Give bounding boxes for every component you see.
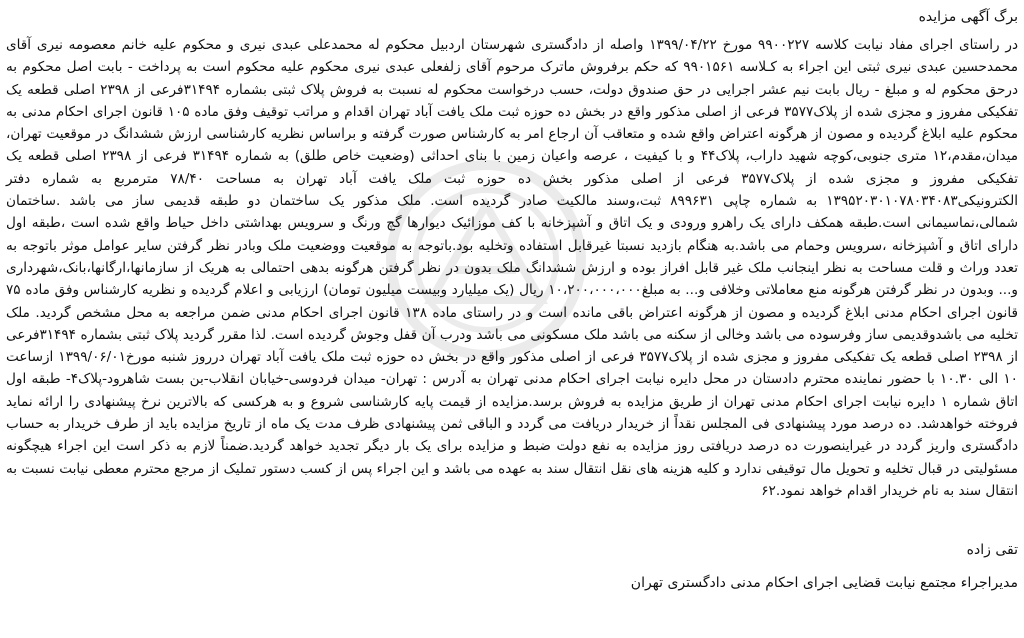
signer-name: تقی زاده	[966, 542, 1018, 558]
notice-body: در راستای اجرای مفاد نیابت کلاسه ۹۹۰۰۲۲۷ مورخ ۱۳۹۹/۰۴/۲۲ واصله از دادگستری شهرستان اردبیل محکوم له محمدعلی عبدی نیری و محکوم علیه خانم معصومه نیری آقای محمدحسین عبدی نیری ثبتی این اجراء به کـلاسه ۹۹۰۱۵۶۱ که حکم برفروش ماترک مرحوم آقای زلفعلی عبدی نیری محکوم علیه محکوم است به پرداخت - بابت اصل محکوم به درحق محکوم له و مبلغ - ریال بابت نیم عشر اجرایی در حق صندوق دولت، حسب درخواست محکوم له نسبت به فروش پلاک ثبتی بشماره ۳۱۴۹۴فرعی از ۲۳۹۸ اصلی قطعه یک تفکیکی مفروز و مجزی شده از پلاک۳۵۷۷ فرعی از اصلی مذکور واقع در بخش ده حوزه ثبت ملک یافت آباد تهران اقدام و مراتب توقیف وفق ماده ۱۰۵ قانون اجرای احکام مدنی به محکوم علیه ابلاغ گردیده و مصون از هرگونه اعتراض واقع شده و متعاقب آن ارجاع امر به کارشناس صورت گرفته و براساس نظریه کارشناسی ارزش ششدانگ در موقعیت تهران، میدان،مقدم،۱۲ متری جنوبی،کوچه شهید داراب، پلاک۴۴ و با کیفیت ، عرصه واعیان زمین با بنای احداثی (وضعیت خاص طلق) به شماره ۳۱۴۹۴ فرعی از ۲۳۹۸ اصلی قطعه یک تفکیکی مفروز و مجزی شده از پلاک۳۵۷۷ فرعی از اصلی مذکور بخش ده حوزه ثبت ملک یافت آباد تهران به مساحت ۷۸/۴۰ مترمربع به شماره دفتر الکترونیکی۱۳۹۵۲۰۳۰۱۰۷۸۰۳۴۰۸۳ به شماره چاپی ۸۹۹۶۳۱ ثبت،وسند مالکیت صادر گردیده است. ملک مذکور یک ساختمان دو طبقه قدیمی ساز می باشد .ساختمان شمالی،نماسیمانی است.طبقه همکف دارای یک راهرو ورودی و یک اتاق و آشپزخانه با کف موزائیک دیوارها گچ ورنگ و سرویس بهداشتی داخل حیاط واقع شده است ،طبقه اول دارای اتاق و آشپزخانه ،سرویس وحمام می باشد.به هنگام بازدید نسبتا غیرقابل استفاده وتخلیه بود.باتوجه به موقعیت ووضعیت ملک وبادر نظر گرفتن سایر عوامل موثر باتوجه به تعدد وراث و قلت مساحت به نظر اینجانب ملک غیر قابل افراز بوده و ارزش ششدانگ ملک بدون در نظر گرفتن هرگونه بدهی احتمالی به هریک از سازمانها،ارگانها،بانک،شهرداری و... وبدون در نظر گرفتن هرگونه منع معاملاتی وخلافی و... به مبلغ۱۰،۲۰۰،۰۰۰،۰۰۰ ریال (یک میلیارد وبیست میلیون تومان) ارزیابی و اعلام گردیده و نظریه کارشناس وفق ماده ۷۵ قانون اجرای احکام مدنی ابلاغ گردیده و مصون از هرگونه اعتراض باقی مانده است و در راستای ماده ۱۳۸ قانون اجرای احکام مدنی ضمن مراجعه به محل مشخص گردید. ملک تخلیه می باشدوقدیمی ساز وفرسوده می باشد وخالی از سکنه می باشد ملک مسکونی می باشد ودرب آن قفل وجوش گردیده است. لذا مقرر گردید پلاک ثبتی بشماره ۳۱۴۹۴فرعی از ۲۳۹۸ اصلی قطعه یک تفکیکی مفروز و مجزی شده از پلاک۳۵۷۷ فرعی از اصلی مذکور واقع در بخش ده حوزه ثبت ملک یافت آباد تهران درروز شنبه مورخ۱۳۹۹/۰۶/۰۱ ازساعت ۱۰ الی ۱۰.۳۰ با حضور نماینده محترم دادستان در محل دایره نیابت اجرای احکام مدنی تهران به آدرس : تهران- میدان فردوسی-خیابان انقلاب-بن بست شاهرود-پلاک۴- طبقه اول اتاق شماره ۱ دایره نیابت اجرای احکام مدنی تهران از طریق مزایده به فروش برسد.مزایده از قیمت پایه کارشناسی شروع و به هرکسی که بالاترین نرخ پیشنهادی را ارائه نماید فروخته خواهدشد. ده درصد مورد پیشنهادی فی المجلس نقداً از خریدار دریافت می گردد و الباقی ثمن پیشنهادی ظرف مدت یک ماه از تاریخ مزایده باید از طرف خریدار به حساب دادگستری واریز گردد در غیراینصورت ده درصد دریافتی روز مزایده به نفع دولت ضبط و مزایده برای یک بار دیگر تجدید خواهد گردید.ضمناً لازم به ذکر است این اجراء هیچگونه مسئولیتی در قبال تخلیه و تحویل مال توقیفی ندارد و کلیه هزینه های نقل انتقال سند به عهده می باشد و این اجراء پس از کسب دستور تملیک از مرجع محترم معطی نیابت نسبت به انتقال سند به نام خریدار اقدام خواهد نمود.۶۲	[6, 37, 1019, 499]
signer-title: مدیراجراء مجتمع نیابت قضایی اجرای احکام مدنی دادگستری تهران	[630, 575, 1018, 591]
notice-title: برگ آگهی مزایده	[918, 9, 1018, 25]
notice-document	[6, 0, 1018, 638]
